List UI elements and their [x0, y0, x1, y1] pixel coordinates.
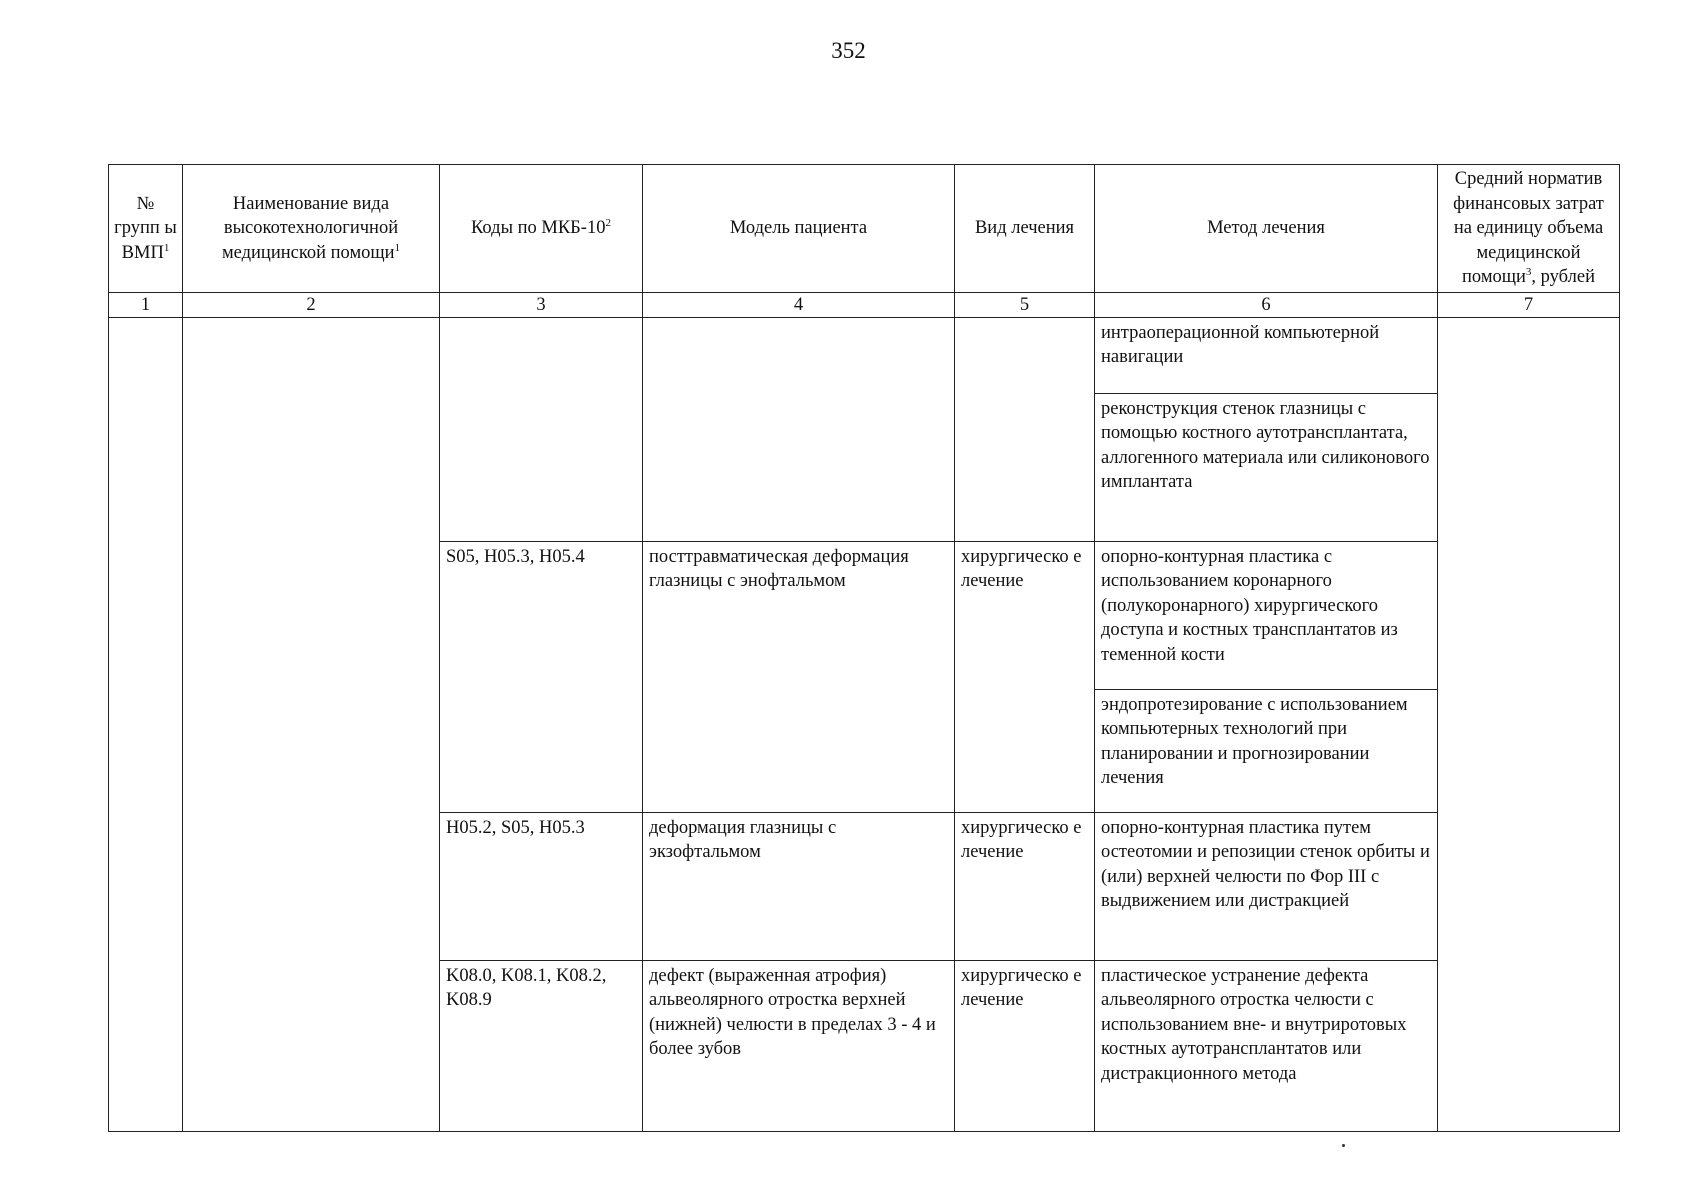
treatment-method-cell: интраоперационной компьютерной навигации	[1095, 317, 1438, 393]
treatment-type-cell: хирургическо е лечение	[955, 960, 1095, 1131]
column-number-row	[109, 292, 1620, 317]
icd-codes-cell: H05.2, S05, H05.3	[440, 812, 643, 960]
header-icd-codes: Коды по МКБ-$10^2$	[440, 165, 643, 293]
header-row	[109, 165, 1620, 293]
header-treatment-type: Вид лечения	[955, 165, 1095, 293]
treatment-method-cell: опорно-контурная пластика с использованием коронарного (полукоронарного) хирургического доступа и костных трансплантатов из теменной кости	[1095, 541, 1438, 689]
patient-model-cell: деформация глазницы с экзофтальмом	[643, 812, 955, 960]
patient-model-cell	[643, 317, 955, 541]
column-number: 3	[440, 292, 643, 317]
patient-model-cell: дефект (выраженная атрофия) альвеолярного отростка верхней (нижней) челюсти в пределах 3 - 4 и более зубов	[643, 960, 955, 1131]
header-treatment-method: Метод лечения	[1095, 165, 1438, 293]
treatment-method-cell: эндопротезирование с использованием компьютерных технологий при планировании и прогнозировании лечения	[1095, 689, 1438, 812]
care-type-cell	[183, 317, 440, 1132]
treatment-type-cell: хирургическо е лечение	[955, 541, 1095, 812]
column-number: 5	[955, 292, 1095, 317]
cost-standard-cell	[1438, 317, 1620, 1132]
patient-model-cell: посттравматическая деформация глазницы с энофтальмом	[643, 541, 955, 812]
group-number-cell	[109, 317, 183, 1132]
treatment-type-cell: хирургическо е лечение	[955, 812, 1095, 960]
column-number: 7	[1438, 292, 1620, 317]
page-number: 352	[831, 38, 866, 63]
scan-speck	[1342, 1144, 1345, 1147]
treatment-type-cell	[955, 317, 1095, 541]
column-number: 2	[183, 292, 440, 317]
column-number: 6	[1095, 292, 1438, 317]
icd-codes-cell: K08.0, K08.1, K08.2, K08.9	[440, 960, 643, 1131]
table-row	[109, 317, 1620, 393]
icd-codes-cell	[440, 317, 643, 541]
icd-codes-cell: S05, H05.3, H05.4	[440, 541, 643, 812]
treatment-method-cell: пластическое устранение дефекта альвеолярного отростка челюсти с использованием вне- и внутриротовых костных аутотрансплантатов или дистракционного метода	[1095, 960, 1438, 1131]
vmp-table	[108, 164, 1620, 1132]
header-care-type: Наименование вида высокотехнологичной медицинской помощи$^1$	[183, 165, 440, 293]
header-group-number: № групп ы ВМП$^1$	[109, 165, 183, 293]
column-number: 1	[109, 292, 183, 317]
treatment-method-cell: реконструкция стенок глазницы с помощью костного аутотрансплантата, аллогенного материала или силиконового имплантата	[1095, 393, 1438, 541]
treatment-method-cell: опорно-контурная пластика путем остеотомии и репозиции стенок орбиты и (или) верхней челюсти по Фор III с выдвижением или дистракцией	[1095, 812, 1438, 960]
column-number: 4	[643, 292, 955, 317]
header-cost-standard: Средний норматив финансовых затрат на единицу объема медицинской помощи$^3$, рублей	[1438, 165, 1620, 293]
header-patient-model: Модель пациента	[643, 165, 955, 293]
